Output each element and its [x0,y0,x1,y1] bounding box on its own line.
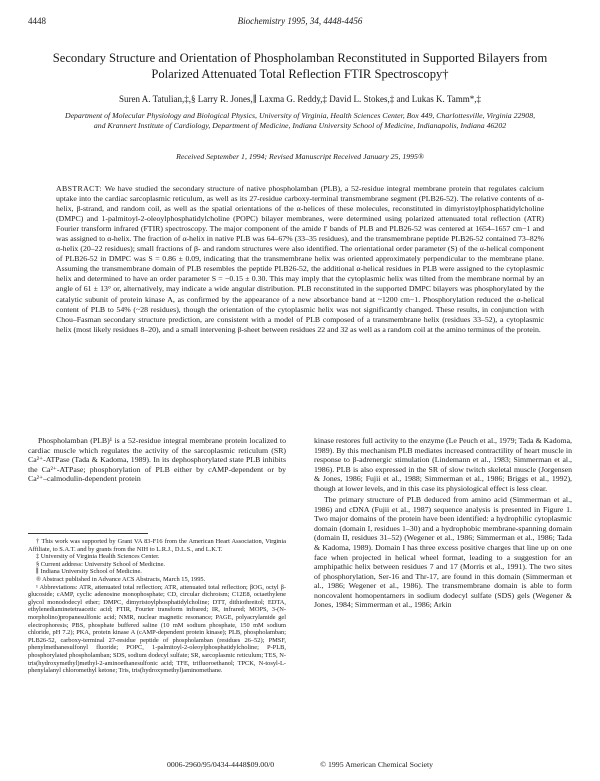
page-number: 4448 [28,16,46,26]
footnote-funding: † This work was supported by Grant VA 83-F16 from the American Heart Association, Virginia Affiliate, to S.A.T. and by grants from the NIH to L.R.J., D.L.S., and L.K.T. [28,538,286,553]
footnote-rule [28,533,148,534]
abstract-label: ABSTRACT: [56,184,103,193]
journal-header: Biochemistry 1995, 34, 4448-4456 [237,16,363,26]
footnote-affil-1: ‡ University of Virginia Health Sciences Center. [36,553,160,561]
page-footer [0,760,600,769]
footnote-affil-3: ∥ Indiana University School of Medicine. [36,568,142,576]
author-list: Suren A. Tatulian,‡,§ Larry R. Jones,∥ Laxma G. Reddy,‡ David L. Stokes,‡ and Lukas K. Tamm*,‡ [119,94,481,104]
affiliation: Department of Molecular Physiology and Biological Physics, University of Virginia, Health Sciences Center, Box 449, Charlottesville, Virginia 22908, and Krannert Institute of Cardiology, Department of Medicine, Indiana University School of Medicine, Indianapolis, Indiana 46202 [64,111,536,130]
article-code: 0006-2960/95/0434-4448$09.00/0 [166,760,275,769]
abstract [56,184,544,335]
abstract-text: We have studied the secondary structure of native phospholamban (PLB), a 52-residue integral membrane protein that regulates calcium uptake into the cardiac sarcoplasmic reticulum, as well as its 27-residue carboxy-terminal transmembrane segment (PLB26-52). The relative contents of α-helix, β-strand, and random coil, as well as the spatial orientations of the α-helices of these molecules, reconstituted in dimyristoylphosphatidylcholine (DMPC) and 1-palmitoyl-2-oleoylphosphatidylcholine (POPC) bilayer membranes, were determined using polarized attenuated total reflection (ATR) Fourier transform infrared (FTIR) spectroscopy. The major component of the amide I' bands of PLB and PLB26-52 was centered at 1654–1657 cm−1 and was assigned to α-helix. The fraction of α-helix in native PLB was 64–67% (33–35 residues), and the transmembrane peptide PLB26-52 contained 73–82% α-helix (20–22 residues); small fractions of β- and random structures were also identified. The orientational order parameter (S) of the α-helical component of PLB26-52 in DMPC was S = 0.86 ± 0.09, indicating that the transmembrane helix was oriented approximately perpendicular to the membrane plane. Assuming the transmembrane domain of PLB resembles the peptide PLB26-52, the additional α-helical residues in PLB were assigned to the cytoplasmic helix and determined to have an order parameter S = −0.15 ± 0.30. This may imply that the cytoplasmic helix was tilted from the membrane normal by an angle of 61 ± 13° or, alternatively, may indicate a wide angular distribution. PLB reconstituted in the supported DMPC bilayers was phosphorylated by the catalytic subunit of protein kinase A, as confirmed by the appearance of a new absorbance band at ~1200 cm−1. Phosphorylation reduced the α-helical content of PLB to 54% (~28 residues), though the orientation of the cytoplasmic helix was not significantly changed. These results, in conjunction with Chou–Fasman secondary structure prediction, are consistent with a model of PLB composed of a transmembrane helix (residues 33–52), a cytoplasmic helix (most likely residues 8–20), and a small intervening β-sheet between residues 22 and 32 as well as a random coil at the amino terminus of the protein. [56,184,545,334]
received-dates: Received September 1, 1994; Revised Manuscript Received January 25, 1995® [176,152,424,161]
right-column [314,436,572,610]
footnotes [28,538,286,675]
copyright: © 1995 American Chemical Society [320,760,434,769]
footnote-affil-2: § Current address: University School of Medicine. [36,560,166,568]
footnote-advance: ® Abstract published in Advance ACS Abstracts, March 15, 1995. [36,575,206,583]
footnote-abbreviations: ¹ Abbreviations: ATR, attenuated total reflection; ATR, attenuated total reflection; βOG, octyl β-glucoside; cAMP, cyclic adenosine monophosphate; CD, circular dichroism; C12E8, octaethylene glycol monododecyl ether; DMPC, dimyristoylphosphatidylcholine; DTT, dithiothreitol; EDTA, ethylenediaminetetraacetic acid; FTIR, Fourier transform infrared; IR, infrared; MOPS, 3-(N-morpholino)propanesulfonic acid; NMR, nuclear magnetic resonance; PAGE, polyacrylamide gel electrophoresis; PBS, phosphate buffered saline (10 mM sodium phosphate, 150 mM sodium chloride, pH 7.2); PKA, protein kinase A (cAMP-dependent protein kinase); PLB, phospholamban; PLB26-52, carboxy-terminal 27-residue peptide of phospholamban (residues 26–52); PMSF, phenylmethanesulfonyl fluoride; POPC, 1-palmitoyl-2-oleoylphosphatidylcholine; P-PLB, phosphorylated phospholamban; SDS, sodium dodecyl sulfate; SR, sarcoplasmic reticulum; TES, N-tris(hydroxymethyl)methyl-2-aminoethanesulfonic acid; TFE, trifluoroethanol; TPCK, N-tosyl-L-phenylalanyl chloromethyl ketone; Tris, tris(hydroxymethyl)aminomethane. [28,583,286,675]
intro-paragraph: Phospholamban (PLB)¹ is a 52-residue integral membrane protein localized to cardiac muscle which regulates the activity of the sarcoplasmic reticulum (SR) Ca²⁺-ATPase (Tada & Kadoma, 1989). In its dephosphorylated state PLB inhibits the Ca²⁺-ATPase; phosphorylation of PLB either by cAMP-dependent or by Ca²⁺–calmodulin-dependent protein [28,436,286,484]
body-paragraph-1: kinase restores full activity to the enzyme (Le Peuch et al., 1979; Tada & Kadoma, 1989). By this mechanism PLB mediates increased contractility of heart muscle in response to β-adrenergic stimulation (Lindemann et al., 1983; Simmerman et al., 1986). PLB is also expressed in the SR of slow twitch skeletal muscle (Jorgensen & Jones, 1986; Fujii et al., 1988; Simmerman et al., 1986; Briggs et al., 1992), though at lower levels, and in this case its physiological effect is less clear. [314,436,572,493]
body-paragraph-2: The primary structure of PLB deduced from amino acid (Simmerman et al., 1986) and cDNA (Fujii et al., 1987) sequence analysis is presented in Figure 1. Two major domains of the protein have been identified: a hydrophilic cytoplasmic domain (domain I, residues 1–30) and a hydrophobic membrane-spanning domain (domain II, residues 31–52) (Wegener et al., 1986; Simmerman et al., 1986; Tada & Kadoma, 1989). Domain I has three excess positive charges that line up on one face when projected in helical wheel format, leading to a suggestion for an amphipathic helix between residues 7 and 17 (Morris et al., 1991). The two sites of phosphorylation, Ser-16 and Thr-17, are found in this domain (Simmerman et al., 1986; Wegener et al., 1986). The transmembrane domain is able to form noncovalent homopentamers in sodium dodecyl sulfate (SDS) gels (Wegener & Jones, 1984; Simmerman et al., 1986; Arkin [314,495,572,610]
article-title: Secondary Structure and Orientation of Phospholamban Reconstituted in Supported Bilayers from Polarized Attenuated Total Reflection FTIR Spectroscopy† [52,51,548,81]
left-column [28,436,286,484]
